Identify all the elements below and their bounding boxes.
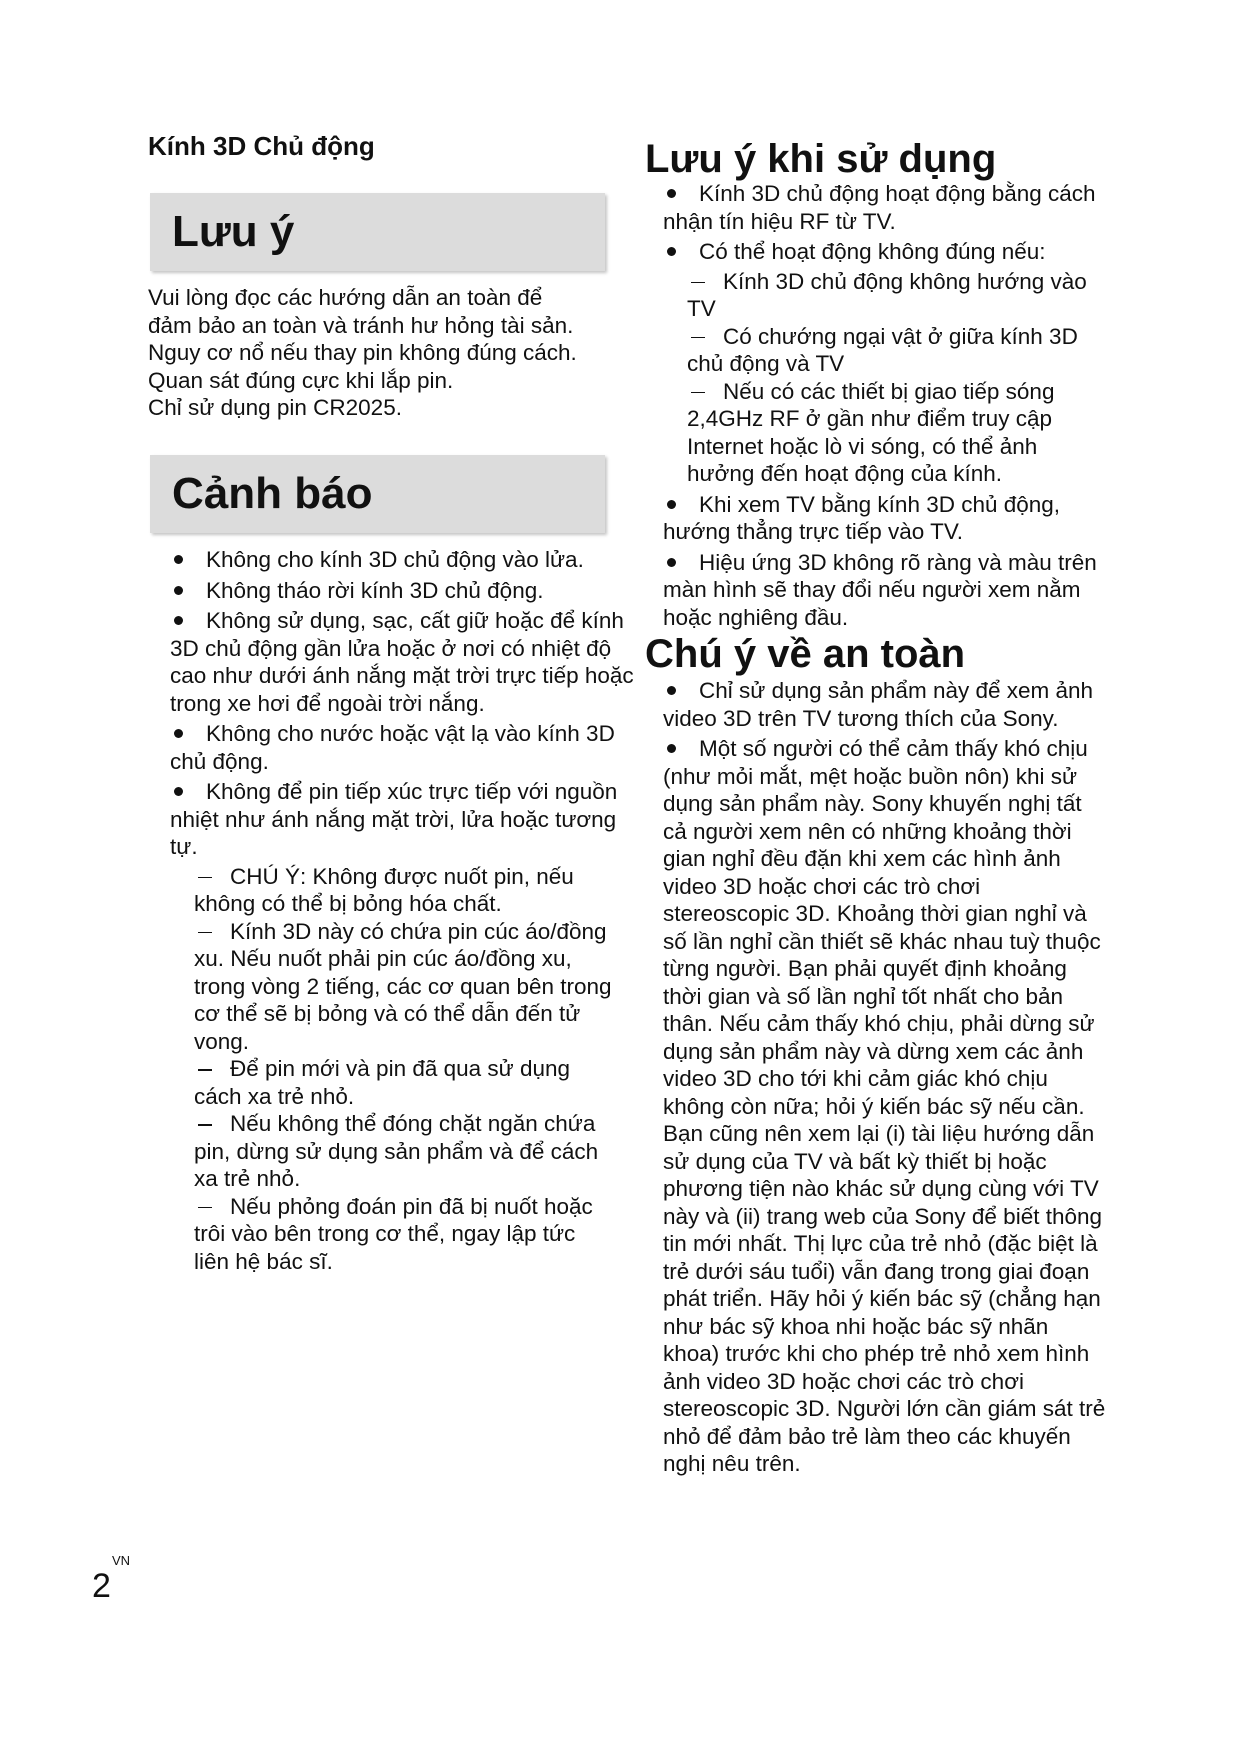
luu-y-line: Nguy cơ nổ nếu thay pin không đúng cách.	[148, 340, 577, 365]
list-item-text: Không để pin tiếp xúc trực tiếp với nguồn nhiệt như ánh nắng mặt trời, lửa hoặc tương tự.	[170, 779, 618, 859]
sub-list-item: Kính 3D chủ động không hướng vào TV	[687, 268, 1097, 323]
luu-y-line: đảm bảo an toàn và tránh hư hỏng tài sản.	[148, 312, 574, 338]
sub-list-item: Có chướng ngại vật ở giữa kính 3D chủ động và TV	[687, 323, 1097, 378]
chu-y-an-toan-heading: Chú ý về an toàn	[645, 632, 966, 676]
document-title: Kính 3D Chủ động	[148, 131, 375, 161]
list-item	[170, 778, 640, 1275]
list-item: Hiệu ứng 3D không rõ ràng và màu trên màn hình sẽ thay đổi nếu người xem nằm hoặc nghiêng đầu.	[663, 549, 1108, 632]
list-item: Không cho nước hoặc vật lạ vào kính 3D chủ động.	[170, 720, 640, 775]
page-number: 2	[92, 1567, 111, 1605]
sub-list-item: CHÚ Ý: Không được nuốt pin, nếu không có thể bị bỏng hóa chất.	[194, 863, 614, 918]
conditions-sublist	[687, 268, 1097, 488]
canh-bao-heading-box	[150, 455, 605, 533]
sub-list-item: Để pin mới và pin đã qua sử dụng cách xa trẻ nhỏ.	[194, 1055, 614, 1110]
page-language-label: VN	[112, 1553, 131, 1568]
list-item: Chỉ sử dụng sản phẩm này để xem ảnh video 3D trên TV tương thích của Sony.	[663, 677, 1108, 732]
list-item: Không sử dụng, sạc, cất giữ hoặc để kính 3D chủ động gần lửa hoặc ở nơi có nhiệt độ cao như dưới ánh nắng mặt trời trực tiếp hoặc trong xe hơi để ngoài trời nắng.	[170, 607, 640, 717]
luu-y-line: Vui lòng đọc các hướng dẫn an toàn để	[148, 285, 543, 310]
sub-list-item: Nếu không thể đóng chặt ngăn chứa pin, dừng sử dụng sản phẩm và để cách xa trẻ nhỏ.	[194, 1110, 614, 1193]
chu-y-an-toan-list	[663, 677, 1108, 1481]
sub-list-item: Kính 3D này có chứa pin cúc áo/đồng xu. Nếu nuốt phải pin cúc áo/đồng xu, trong vòng 2 tiếng, các cơ quan bên trong cơ thể sẽ bị bỏng và có thể dẫn đến tử vong.	[194, 918, 614, 1056]
luu-y-paragraph	[148, 284, 628, 422]
battery-warning-sublist	[194, 863, 614, 1276]
canh-bao-heading: Cảnh báo	[172, 469, 373, 518]
list-item: Không cho kính 3D chủ động vào lửa.	[170, 546, 640, 574]
canh-bao-list	[170, 546, 640, 1278]
luu-y-line: Quan sát đúng cực khi lắp pin.	[148, 367, 454, 393]
list-item-text: Có thể hoạt động không đúng nếu:	[699, 239, 1046, 264]
list-item	[663, 238, 1108, 488]
luu-y-line: Chỉ sử dụng pin CR2025.	[148, 395, 402, 420]
sub-list-item: Nếu phỏng đoán pin đã bị nuốt hoặc trôi vào bên trong cơ thể, ngay lập tức liên hệ bác sĩ.	[194, 1193, 614, 1276]
luu-y-su-dung-list	[663, 180, 1108, 634]
list-item: Không tháo rời kính 3D chủ động.	[170, 577, 640, 605]
list-item: Một số người có thể cảm thấy khó chịu (như mỏi mắt, mệt hoặc buồn nôn) khi sử dụng sản phẩm này. Sony khuyến nghị tất cả người xem nên có những khoảng thời gian nghỉ đều đặn khi xem các hình ảnh video 3D hoặc chơi các trò chơi stereoscopic 3D. Khoảng thời gian nghỉ và số lần nghỉ cần thiết sẽ khác nhau tuỳ thuộc từng người. Bạn phải quyết định khoảng thời gian và số lần nghỉ tốt nhất cho bản thân. Nếu cảm thấy khó chịu, phải dừng sử dụng sản phẩm này và dừng xem các ảnh video 3D cho tới khi cảm giác khó chịu không còn nữa; hỏi ý kiến bác sỹ nếu cần. Bạn cũng nên xem lại (i) tài liệu hướng dẫn sử dụng của TV và bất kỳ thiết bị hoặc phương tiện nào khác sử dụng cùng với TV này và (ii) trang web của Sony để biết thông tin mới nhất. Thị lực của trẻ nhỏ (đặc biệt là trẻ dưới sáu tuổi) vẫn đang trong giai đoạn phát triển. Hãy hỏi ý kiến bác sỹ (chẳng hạn như bác sỹ khoa nhi hoặc bác sỹ nhãn khoa) trước khi cho phép trẻ nhỏ xem hình ảnh video 3D hoặc chơi các trò chơi stereoscopic 3D. Người lớn cần giám sát trẻ nhỏ để đảm bảo trẻ làm theo các khuyến nghị nêu trên.	[663, 735, 1108, 1478]
sub-list-item: Nếu có các thiết bị giao tiếp sóng 2,4GHz RF ở gần như điểm truy cập Internet hoặc lò vi sóng, có thể ảnh hưởng đến hoạt động của kính.	[687, 378, 1097, 488]
luu-y-heading: Lưu ý	[172, 207, 295, 256]
luu-y-su-dung-heading: Lưu ý khi sử dụng	[645, 137, 997, 181]
luu-y-heading-box	[150, 193, 605, 271]
list-item: Kính 3D chủ động hoạt động bằng cách nhận tín hiệu RF từ TV.	[663, 180, 1108, 235]
list-item: Khi xem TV bằng kính 3D chủ động, hướng thẳng trực tiếp vào TV.	[663, 491, 1108, 546]
